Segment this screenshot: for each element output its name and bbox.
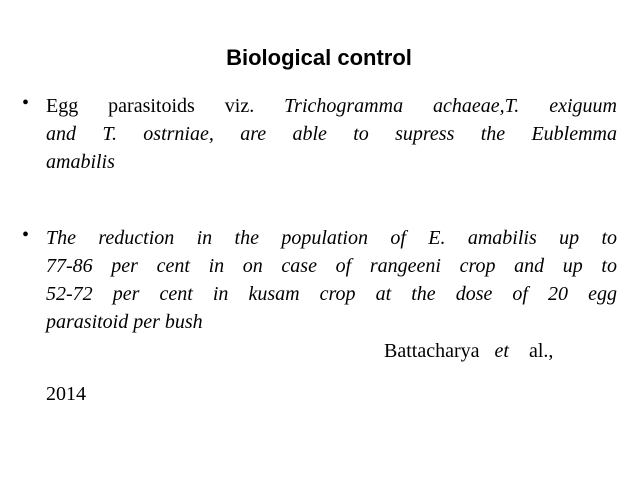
bullet2-line4: parasitoid per bush [46, 311, 203, 333]
bullet2-line1: The reduction in the population of E. amabilis up to [46, 227, 617, 249]
bullet-reduction [22, 224, 617, 366]
bullet2-line3: 52-72 per cent in kusam crop at the dose of 20 egg [46, 283, 617, 305]
bullet-dot-icon: • [22, 92, 30, 114]
bullet-dot-icon: • [22, 224, 30, 246]
bullet1-line3: amabilis [46, 151, 115, 173]
bullet-egg-parasitoids [22, 92, 617, 176]
bullet2-line2: 77-86 per cent in on case of rangeeni crop and up to [46, 255, 617, 277]
citation-etal: et [494, 340, 509, 362]
bullet1-line1: Egg parasitoids viz. Trichogramma achaeae,T. exiguum [46, 95, 617, 117]
citation-author-line [22, 336, 617, 366]
citation-al: al., [528, 340, 554, 362]
bullet1-line2: and T. ostrniae, are able to supress the Eublemma [46, 123, 617, 145]
slide-title: Biological control [226, 45, 412, 70]
citation-author: Battacharya [384, 340, 480, 362]
citation-year: 2014 [46, 383, 86, 405]
